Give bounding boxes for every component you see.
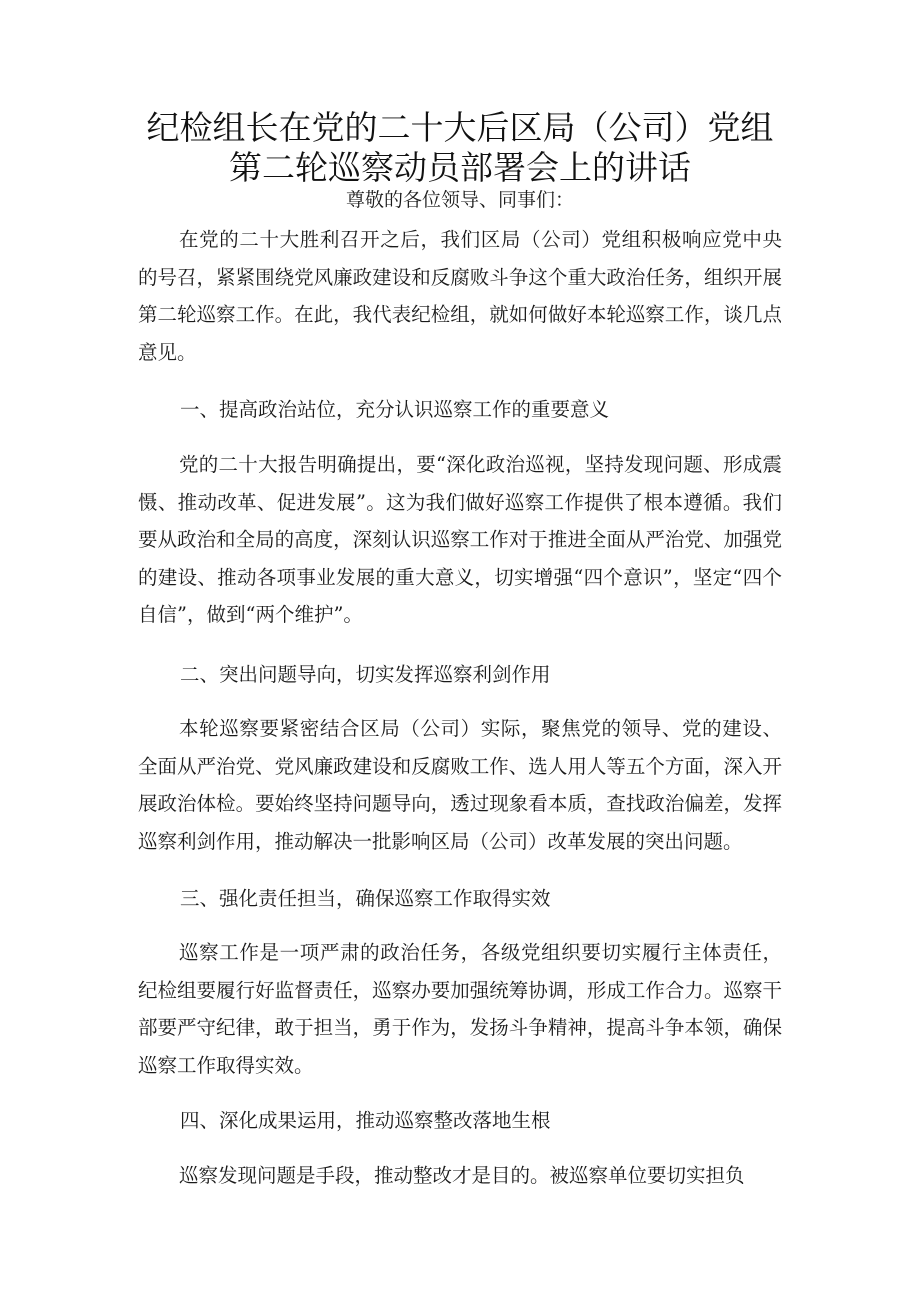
document-title-line-2: 第二轮巡察动员部署会上的讲话	[229, 148, 691, 187]
section-1-paragraph: 党的二十大报告明确提出，要“深化政治巡视，坚持发现问题、形成震慑、推动改革、促进发展”。这为我们做好巡察工作提供了根本遵循。我们要从政治和全局的高度，深刻认识巡察工作对于推进全面从严治党、加强党的建设、推动各项事业发展的重大意义，切实增强“四个意识”，坚定“四个自信”，做到“两个维护”。	[138, 453, 782, 626]
intro-paragraph: 在党的二十大胜利召开之后，我们区局（公司）党组积极响应党中央的号召，紧紧围绕党风廉政建设和反腐败斗争这个重大政治任务，组织开展第二轮巡察工作。在此，我代表纪检组，就如何做好本轮巡察工作，谈几点意见。	[138, 228, 782, 364]
section-2-heading: 二、突出问题导向，切实发挥巡察利剑作用	[180, 663, 551, 686]
section-4-paragraph: 巡察发现问题是手段，推动整改才是目的。被巡察单位要切实担负	[179, 1164, 745, 1187]
greeting: 尊敬的各位领导、同事们：	[345, 189, 574, 211]
section-2-paragraph: 本轮巡察要紧密结合区局（公司）实际，聚焦党的领导、党的建设、全面从严治党、党风廉政建设和反腐败工作、选人用人等五个方面，深入开展政治体检。要始终坚持问题导向，透过现象看本质，查找政治偏差，发挥巡察利剑作用，推动解决一批影响区局（公司）改革发展的突出问题。	[138, 717, 782, 853]
section-3-paragraph: 巡察工作是一项严肃的政治任务，各级党组织要切实履行主体责任，纪检组要履行好监督责任，巡察办要加强统筹协调，形成工作合力。巡察干部要严守纪律，敢于担当，勇于作为，发扬斗争精神，提高斗争本领，确保巡察工作取得实效。	[138, 941, 782, 1077]
section-4-heading: 四、深化成果运用，推动巡察整改落地生根	[180, 1109, 551, 1132]
section-3-heading: 三、强化责任担当，确保巡察工作取得实效	[180, 887, 551, 910]
section-1-heading: 一、提高政治站位，充分认识巡察工作的重要意义	[180, 398, 610, 421]
document-title-line-1: 纪检组长在党的二十大后区局（公司）党组	[146, 108, 774, 147]
